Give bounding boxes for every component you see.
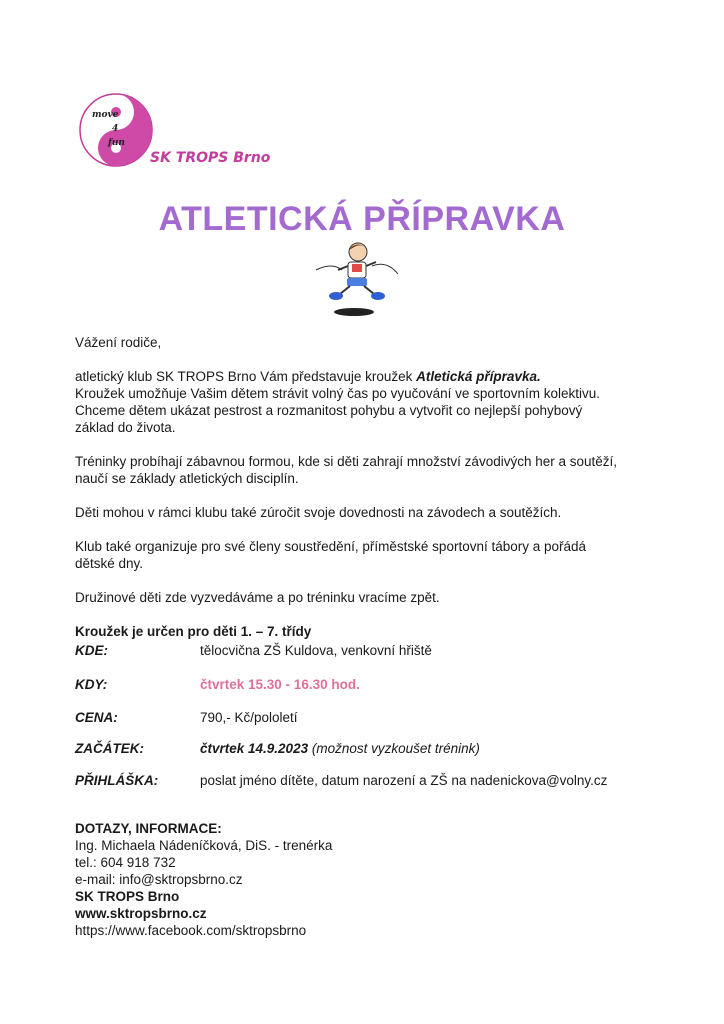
prihlaska-label: PŘIHLÁŠKA:	[75, 773, 159, 788]
club-logo	[78, 92, 278, 172]
intro-line-2: Kroužek umožňuje Vašim dětem strávit volný čas po vyučování ve sportovním kolektivu.	[75, 386, 600, 401]
contact-phone: tel.: 604 918 732	[75, 855, 176, 870]
trial-note: (možnost vyzkoušet trénink)	[308, 741, 480, 756]
contact-website: www.sktropsbrno.cz	[75, 906, 207, 921]
logo-word-move: move	[92, 110, 119, 120]
contact-block	[75, 820, 332, 939]
intro-text-start: atletický klub SK TROPS Brno Vám představuje kroužek	[75, 369, 417, 384]
page-title: ATLETICKÁ PŘÍPRAVKA	[158, 200, 566, 238]
kdy-label: KDY:	[75, 677, 108, 692]
logo-word-fun: fun	[108, 138, 125, 148]
kde-value: tělocvična ZŠ Kuldova, venkovní hřiště	[200, 643, 432, 658]
kdy-value: čtvrtek 15.30 - 16.30 hod.	[200, 677, 360, 692]
greeting: Vážení rodiče,	[75, 335, 162, 350]
cena-value: 790,- Kč/pololetí	[200, 710, 298, 725]
prihlaska-value: poslat jméno dítěte, datum narození a ZŠ na nadenickova@volny.cz	[200, 773, 608, 788]
logo-club-name: SK TROPS Brno	[150, 150, 271, 166]
logo-word-4: 4	[112, 124, 119, 134]
intro-line-4: základ do života.	[75, 420, 176, 435]
trainings-line-2: naučí se základy atletických disciplín.	[75, 471, 299, 486]
trainings-line-1: Tréninky probíhají zábavnou formou, kde si děti zahrají množství závodivých her a soutěží,	[75, 454, 618, 469]
camps-line-2: dětské dny.	[75, 556, 144, 571]
running-child-icon	[312, 240, 402, 318]
program-name: Atletická přípravka.	[416, 369, 541, 384]
contact-facebook: https://www.facebook.com/sktropsbrno	[75, 923, 307, 938]
cena-label: CENA:	[75, 710, 118, 725]
target-group: Kroužek je určen pro děti 1. – 7. třídy	[75, 624, 312, 639]
contact-heading: DOTAZY, INFORMACE:	[75, 821, 222, 836]
intro-line-3: Chceme dětem ukázat pestrost a rozmanitost pohybu a vytvořit co nejlepší pohybový	[75, 403, 583, 418]
camps-line-1: Klub také organizuje pro své členy soustředění, příměstské sportovní tábory a pořádá	[75, 539, 587, 554]
intro-text	[75, 334, 675, 640]
contact-name: Ing. Michaela Nádeníčková, DiS. - trenérka	[75, 838, 333, 853]
start-date: čtvrtek 14.9.2023	[200, 741, 309, 756]
contact-club: SK TROPS Brno	[75, 889, 180, 904]
zacatek-value	[200, 741, 480, 756]
pickup-text: Družinové děti zde vyzvedáváme a po tréninku vracíme zpět.	[75, 590, 440, 605]
zacatek-label: ZAČÁTEK:	[75, 741, 144, 756]
competitions-text: Děti mohou v rámci klubu také zúročit svoje dovednosti na závodech a soutěžích.	[75, 505, 562, 520]
paragraph-intro	[75, 368, 675, 385]
kde-label: KDE:	[75, 643, 108, 658]
contact-email: e-mail: info@sktropsbrno.cz	[75, 872, 243, 887]
